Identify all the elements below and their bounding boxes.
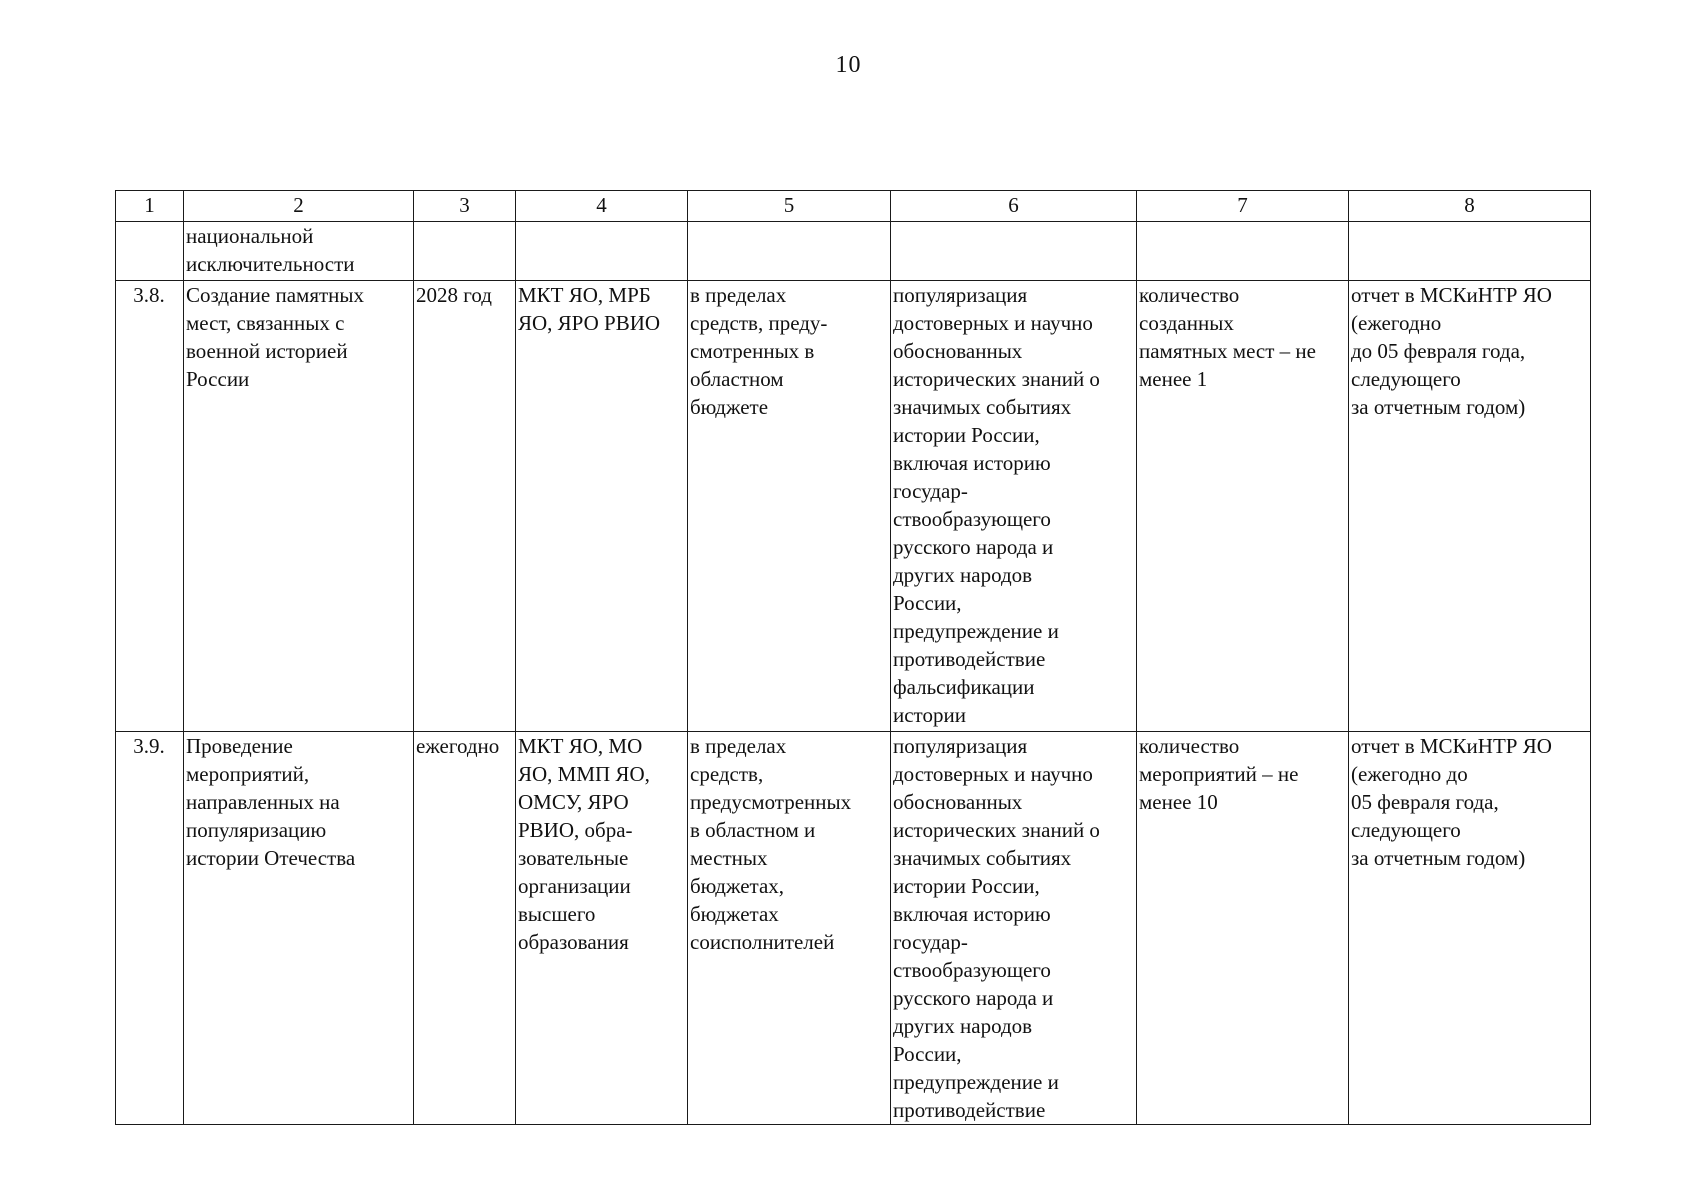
reporting-cell: отчет в МСКиНТР ЯО (ежегодно до 05 февраля года, следующего за отчетным годом)	[1349, 281, 1591, 732]
financing-cell: в пределах средств, предусмотренных в областном и местных бюджетах, бюджетах соисполнителей	[688, 732, 891, 1125]
measures-table	[115, 190, 1591, 1125]
table-row	[116, 281, 1591, 732]
reporting-cell: отчет в МСКиНТР ЯО (ежегодно до 05 февраля года, следующего за отчетным годом)	[1349, 732, 1591, 1125]
page-number: 10	[835, 52, 862, 78]
term-cell: 2028 год	[414, 281, 516, 732]
row-number: 3.8.	[116, 281, 184, 732]
indicator-cell: количество мероприятий – не менее 10	[1137, 732, 1349, 1125]
row-number: 3.9.	[116, 732, 184, 1125]
table-cell	[1349, 222, 1591, 281]
table-row	[116, 732, 1591, 1125]
term-cell: ежегодно	[414, 732, 516, 1125]
table-cell	[688, 222, 891, 281]
column-number: 6	[891, 191, 1137, 222]
column-number: 7	[1137, 191, 1349, 222]
activity-cell: Создание памятных мест, связанных с военной историей России	[184, 281, 414, 732]
activity-cell: Проведение мероприятий, направленных на популяризацию истории Отечества	[184, 732, 414, 1125]
column-number: 1	[116, 191, 184, 222]
table-cell	[116, 222, 184, 281]
column-number: 4	[516, 191, 688, 222]
table-cell	[891, 222, 1137, 281]
result-cell: популяризация достоверных и научно обоснованных исторических знаний о значимых событиях истории России, включая историю государ- ствообразующего русского народа и других народов России, предупреждение и противодействие фальсификации истории	[891, 281, 1137, 732]
executors-cell: МКТ ЯО, МРБ ЯО, ЯРО РВИО	[516, 281, 688, 732]
table-cell	[516, 222, 688, 281]
table-cell	[414, 222, 516, 281]
column-number: 8	[1349, 191, 1591, 222]
result-cell: популяризация достоверных и научно обоснованных исторических знаний о значимых событиях истории России, включая историю государ- ствообразующего русского народа и других народов России, предупреждение и противодействие	[891, 732, 1137, 1125]
table-cell: национальной исключительности	[184, 222, 414, 281]
executors-cell: МКТ ЯО, МО ЯО, ММП ЯО, ОМСУ, ЯРО РВИО, обра- зовательные организации высшего образования	[516, 732, 688, 1125]
continuation-row	[116, 222, 1591, 281]
column-number: 5	[688, 191, 891, 222]
column-number: 3	[414, 191, 516, 222]
column-number: 2	[184, 191, 414, 222]
financing-cell: в пределах средств, преду- смотренных в областном бюджете	[688, 281, 891, 732]
indicator-cell: количество созданных памятных мест – не менее 1	[1137, 281, 1349, 732]
table-cell	[1137, 222, 1349, 281]
column-number-row	[116, 191, 1591, 222]
